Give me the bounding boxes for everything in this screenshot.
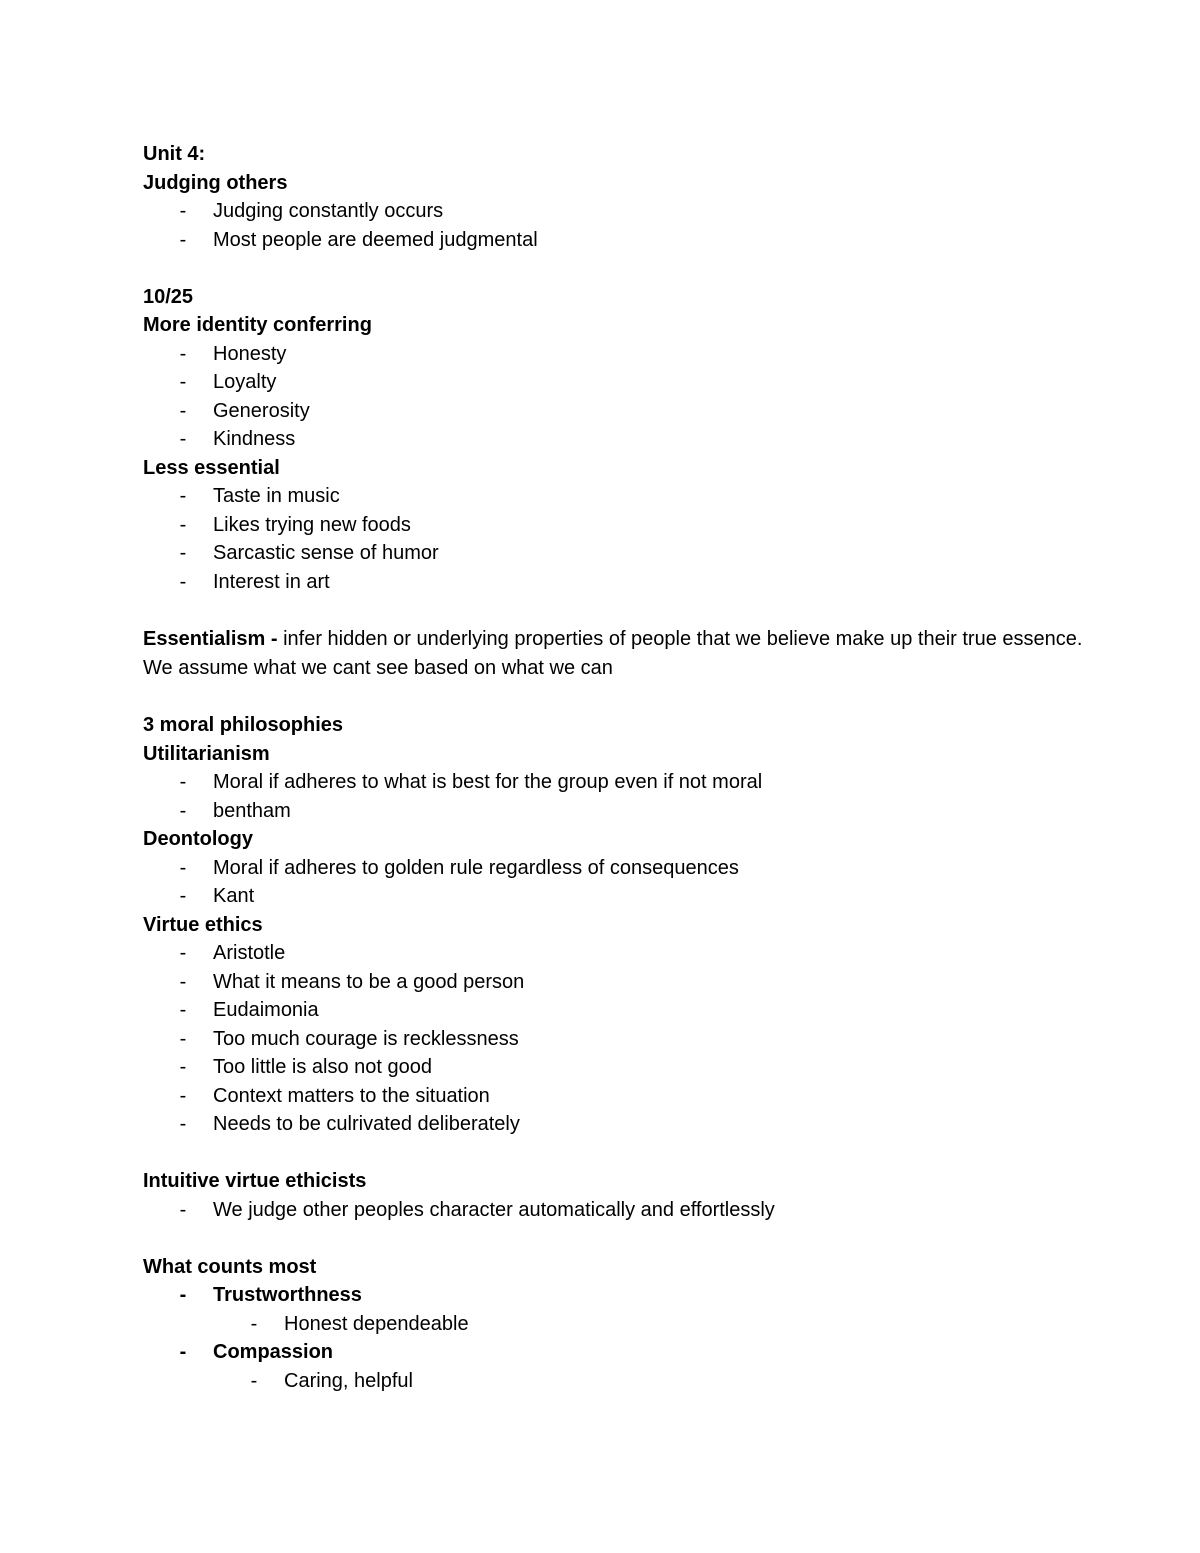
bullet-dash: - xyxy=(179,999,187,1021)
bullet-dash: - xyxy=(179,1027,187,1050)
bullet-dash: - xyxy=(179,428,187,450)
list-item: - Sarcastic sense of humor xyxy=(143,539,1093,568)
bullet-dash: - xyxy=(179,371,187,393)
list-item: - What it means to be a good person xyxy=(143,968,1093,997)
bullet-dash: - xyxy=(179,485,187,507)
bullet-dash: - xyxy=(179,513,187,536)
list-item: - Generosity xyxy=(143,397,1093,426)
list-item: - Needs to be culrivated deliberately xyxy=(143,1110,1093,1139)
bullet-dash: - xyxy=(179,1284,187,1306)
list-item: - Too much courage is recklessness xyxy=(143,1025,1093,1054)
bullet-dash: - xyxy=(179,542,187,564)
bullet-dash: - xyxy=(179,399,187,422)
bullet-dash: - xyxy=(179,228,187,251)
bullet-dash: - xyxy=(179,1056,187,1078)
list-item: - We judge other peoples character automatically and effortlessly xyxy=(143,1196,1093,1225)
section-heading-more-identity: More identity conferring xyxy=(143,314,372,336)
section-heading-moral-philosophies: 3 moral philosophies xyxy=(143,714,344,736)
list-item: - Judging constantly occurs xyxy=(143,197,1093,226)
list-item: - Taste in music xyxy=(143,482,1093,511)
bullet-dash: - xyxy=(179,856,187,879)
bullet-dash: - xyxy=(179,1113,187,1135)
list-item: - Aristotle xyxy=(143,939,1093,968)
sub-list-item: - Honest dependeable xyxy=(143,1310,1093,1339)
section-heading-judging-others: Judging others xyxy=(143,171,288,194)
subheading-utilitarianism: Utilitarianism xyxy=(143,742,270,765)
bullet-dash: - xyxy=(179,342,187,365)
list-item: - Loyalty xyxy=(143,368,1093,397)
bullet-dash: - xyxy=(179,942,187,964)
bullet-dash: - xyxy=(250,1312,258,1335)
bullet-dash: - xyxy=(179,799,187,822)
list-item: - Kindness xyxy=(143,425,1093,454)
section-heading-what-counts: What counts most xyxy=(143,1255,317,1278)
list-item: - bentham xyxy=(143,797,1093,826)
bullet-dash: - xyxy=(179,771,187,793)
list-item: - Too little is also not good xyxy=(143,1053,1093,1082)
document-content xyxy=(143,140,1093,1395)
bullet-dash: - xyxy=(179,885,187,907)
essentialism-paragraph xyxy=(143,625,1093,683)
section-heading-less-essential: Less essential xyxy=(143,456,280,479)
list-item: - Honesty xyxy=(143,340,1093,369)
unit-title: Unit 4: xyxy=(143,143,206,165)
subheading-deontology: Deontology xyxy=(143,828,253,850)
bullet-dash: - xyxy=(179,970,187,993)
list-item-compassion: - Compassion xyxy=(143,1338,1093,1367)
bullet-dash: - xyxy=(179,200,187,222)
list-item: - Likes trying new foods xyxy=(143,511,1093,540)
list-item: - Kant xyxy=(143,882,1093,911)
date-heading: 10/25 xyxy=(143,285,194,308)
bullet-dash: - xyxy=(179,1341,187,1363)
sub-list-item: - Caring, helpful xyxy=(143,1367,1093,1396)
bullet-dash: - xyxy=(250,1369,258,1392)
list-item: - Interest in art xyxy=(143,568,1093,597)
list-item: - Eudaimonia xyxy=(143,996,1093,1025)
bullet-dash: - xyxy=(179,570,187,593)
list-item-trust: - Trustworthness xyxy=(143,1281,1093,1310)
list-item: - Moral if adheres to golden rule regardless of consequences xyxy=(143,854,1093,883)
section-heading-intuitive: Intuitive virtue ethicists xyxy=(143,1170,367,1192)
list-item: - Context matters to the situation xyxy=(143,1082,1093,1111)
subheading-virtue-ethics: Virtue ethics xyxy=(143,913,263,936)
list-item: - Most people are deemed judgmental xyxy=(143,226,1093,255)
bullet-dash: - xyxy=(179,1084,187,1107)
essentialism-term: Essentialism - xyxy=(143,627,278,650)
list-item: - Moral if adheres to what is best for the group even if not moral xyxy=(143,768,1093,797)
bullet-dash: - xyxy=(179,1198,187,1221)
essentialism-definition: infer hidden or underlying properties of people that we believe make up their true essence. We assume what we cant see based on what we can xyxy=(143,627,1083,679)
